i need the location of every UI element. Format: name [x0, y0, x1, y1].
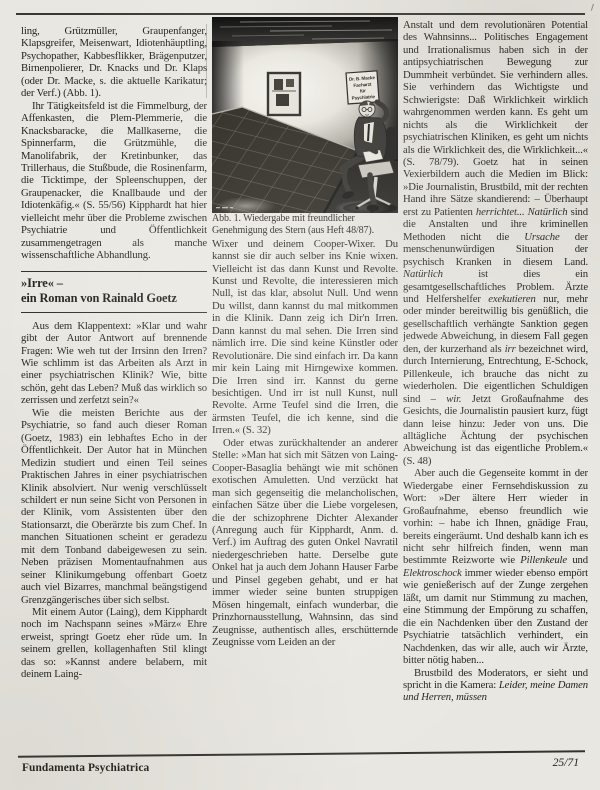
- paragraph: Brustbild des Moderators, er sieht und spricht in die Kamera: Leider, meine Damen und Herren, müssen: [403, 666, 588, 704]
- sign-line4: Psychiatrie: [351, 94, 375, 101]
- page-top-rule: [16, 13, 585, 15]
- section-heading: [21, 271, 207, 313]
- page-number: 25/71: [552, 756, 579, 769]
- paragraph: Aus dem Klappentext: »Klar und wahr gibt der Autor Antwort auf brennende Fragen: Wie weh tut der Irrsinn den Irren? Wie schlimm ist das Arbeiten als Arzt in einer psychiatrischen Klinik? Wie, bitte schön, geht das Leben? Muß das wirklich so zerrissen und zerfetzt sein?«: [21, 319, 207, 407]
- paragraph: ling, Grützmüller, Graupenfanger, Klapsgreifer, Meisenwart, Idiotenhäuptling, Psychopather, Kabbesflikker, Brägenputzer, Birnenpolierer, Dr. Knacks und Dr. Klaps (oder Dr. Macke, s. die aktuelle Karikatur; der Verf.) (Abb. 1).: [21, 25, 207, 100]
- paragraph: Anstalt und dem revolutionären Potential des Wahnsinns... Politisches Engagement und Irrationalismus haben sich in der antipsychiatrischen Bewegung zur Dummheit verbündet. Sie verhindern alles. Sie verhindern das Wichtigste und Schwierigste: Daß Wirklichkeit wirklich wahrgenommen werden kann. Es geht um nichts als die Wirklichkeit der psychiatrischen Kliniken, es geht um nichts als die Wirklichkeit des, die Wirklichkeit...« (S. 78/79). Goetz hat in seinen Vexierbildern auch die Medien im Blick: »Die Journalistin, Brustbild, mit der rechten Hand ihre Sätze skandierend: – Überhaupt erst zu Patienten herrichtet... Natürlich sind die Anstalten und ihre kriminellen Methoden nicht die Ursache der menschenunwürdigen Situation der psychisch Kranken in diesem Land. Natürlich ist dies ein gesamtgesellschaftliches Problem. Ärzte und Helfershelfer exekutieren nur, mehr oder minder bereitwillig bis genüßlich, die gesellschaftlich verhängte Sanktion gegen jedwede Abweichung, in diesem Fall gegen den, der kurzerhand als irr bezeichnet wird, durch Internierung, Entrechtung, E-Schock, Pillenkeule, ich brauche das nicht zu wiederholen. Die eigentlichen Schuldigen sind – wir. Jetzt Großaufnahme des Gesichts, die Journalistin pausiert kurz, fügt dann leise hinzu: Jeder von uns. Die alltägliche Ächtung der psychischen Abweichung ist das eigentliche Problem.« (S. 48): [403, 19, 588, 467]
- sign-line3: für: [359, 88, 366, 94]
- sign-line1: Dr. B. Macke: [348, 75, 376, 82]
- artist-signature-mark: [216, 207, 233, 208]
- section-heading-line1: »Irre« –: [21, 275, 63, 290]
- paragraph: Ihr Tätigkeitsfeld ist die Fimmelburg, der Affenkasten, die Plem-Plemmerie, die Knacksbaracke, die Mallkaserne, die Spinnerfarm, die Grützmühle, die Manolifabrik, der Kretinbunker, das Trillerhaus, die Stußbude, die Rosinenfarm, die Ticktimpe, der Spleenschuppen, der Graupenacker, die Knallbaude und der Idiotenkäfig.« (S. 55/56) Kipphardt hat hier vielleicht mehr über die Probleme zwischen Psychiatrie und Öffentlichkeit zusammengetragen als manche wissenschaftliche Abhandlung.: [21, 99, 207, 262]
- paragraph: Mit einem Autor (Laing), dem Kipphardt noch im Nachspann seines »März« Ehre erweist, springt Goetz eher rüde um. In seinem grellen, kollagenhaften Stil klingt das so: »Kannst andere belabern, mit deinem Laing-: [21, 606, 207, 681]
- column-left: [21, 25, 207, 752]
- figure-caption: Abb. 1. Wiedergabe mit freundlicher Genehmigung des Stern (aus Heft 48/87).: [212, 213, 374, 237]
- sign-line2: Facharzt: [353, 81, 372, 89]
- doctor-sign: [346, 71, 379, 104]
- cartoon-psychiatrist-room: [212, 17, 398, 213]
- column-right: [403, 19, 588, 736]
- column-middle: [212, 17, 398, 752]
- paragraph: Aber auch die Gegenseite kommt in der Wiedergabe einer Fernsehdiskussion zu Wort: »Der ältere Herr wieder in Großaufnahme, ebenso freundlich wie vorhin: – habe ich Ihnen, gnädige Frau, bereits eingeräumt. Und deshalb kann ich es nicht sehr hilfreich finden, wenn man bestimmte Reizworte wie Pillenkeule und Elektroschock immer wieder ebenso empört wie genießerisch auf der Zunge zergehen läßt, um damit nur Stimmung zu machen, eine Stimmung der Empörung zu schaffen, die ein Nachdenken über den Zustand der Psychiatrie tatsächlich verhindert, ein Nachdenken, das wir alle, auch wir Ärzte, bitter nötig haben...: [403, 467, 588, 667]
- wall-picture-frame: [268, 73, 300, 115]
- section-heading-line2: ein Roman von Rainald Goetz: [21, 291, 177, 306]
- paragraph: Wie die meisten Berichte aus der Psychiatrie, so fand auch dieser Roman (Goetz, 1983) ein lebhaftes Echo in der Öffentlichkeit. Der Autor hat in München Medizin studiert und einen Teil seines Praktischen Jahres in einer psychiatrischen Klinik absolviert. Nur wenig verschlüsselt schildert er nun seine Sicht von Personen in der Klinik, vom Assistenten über den Stationsarzt, die Oberärzte bis zum Chef. In manchen Situationen scheint er geradezu mit dem Tonband dabeigewesen zu sein. Neben präzisen Momentaufnahmen aus seiner Klinikumgebung offenbart Goetz auch viel Bizarres, manchmal beängstigend Grenzgängerisches über sich selbst.: [21, 406, 207, 606]
- footer-journal-title: Fundamenta Psychiatrica: [22, 762, 150, 774]
- paragraph: Oder etwas zurückhaltender an anderer Stelle: »Man hat sich mit Sätzen von Laing-Cooper-Basaglia behängt wie mit schönen exotischen Amuletten. Und verzückt hat man sich gegenseitig die melancholischen, einfachen Sätze über die Liebe vorgelesen, die der schizophrene Dichter Alexander (Anregung auch für Kipphardt, Anm. d. Verf.) im Auftrag des guten Onkel Navratil niedergeschrieben hatte. Derselbe gute Onkel hat ja auch dem Johann Hauser Farbe und Pinsel gegeben gehabt, und er hat immer wieder seine bunten struppigen Mösen hingemalt, einfach wunderbar, die Prinzhornausstellung, Wahnsinn, das sind Zeugnisse, authentisch alles, erschütternde Zeugnisse vom Leiden an der: [212, 436, 398, 649]
- figure-illustration: [212, 17, 398, 213]
- paragraph: Wixer und deinem Cooper-Wixer. Du kannst sie dir auch selber ins Knie wixen. Vielleicht ist das dann Kunst und Revolte. Kunst und Revolte, die interessieren mich Null, ist das klar, absolut Null. Und wenn Du willst, dann kannst du mal mitkommen in die Klinik. Dann zeig ich Dir'n Irren. Dann kannst du mal sehen. Die Irren sind nämlich irre. Die sind keine Künstler oder Revolutionäre. Die sind einfach irr. Da kann mir kein Laing mit Hirngewixe kommen. Die Irren sind irr. Kannst du gerne besichtigen. Und irr ist null Kunst, null Revolte. Arme Teufel sind die Irren, die ärmsten Teufel, die ich kenne, sind die Irren.« (S. 32): [212, 237, 398, 437]
- scan-artifact-mark: [586, 2, 594, 11]
